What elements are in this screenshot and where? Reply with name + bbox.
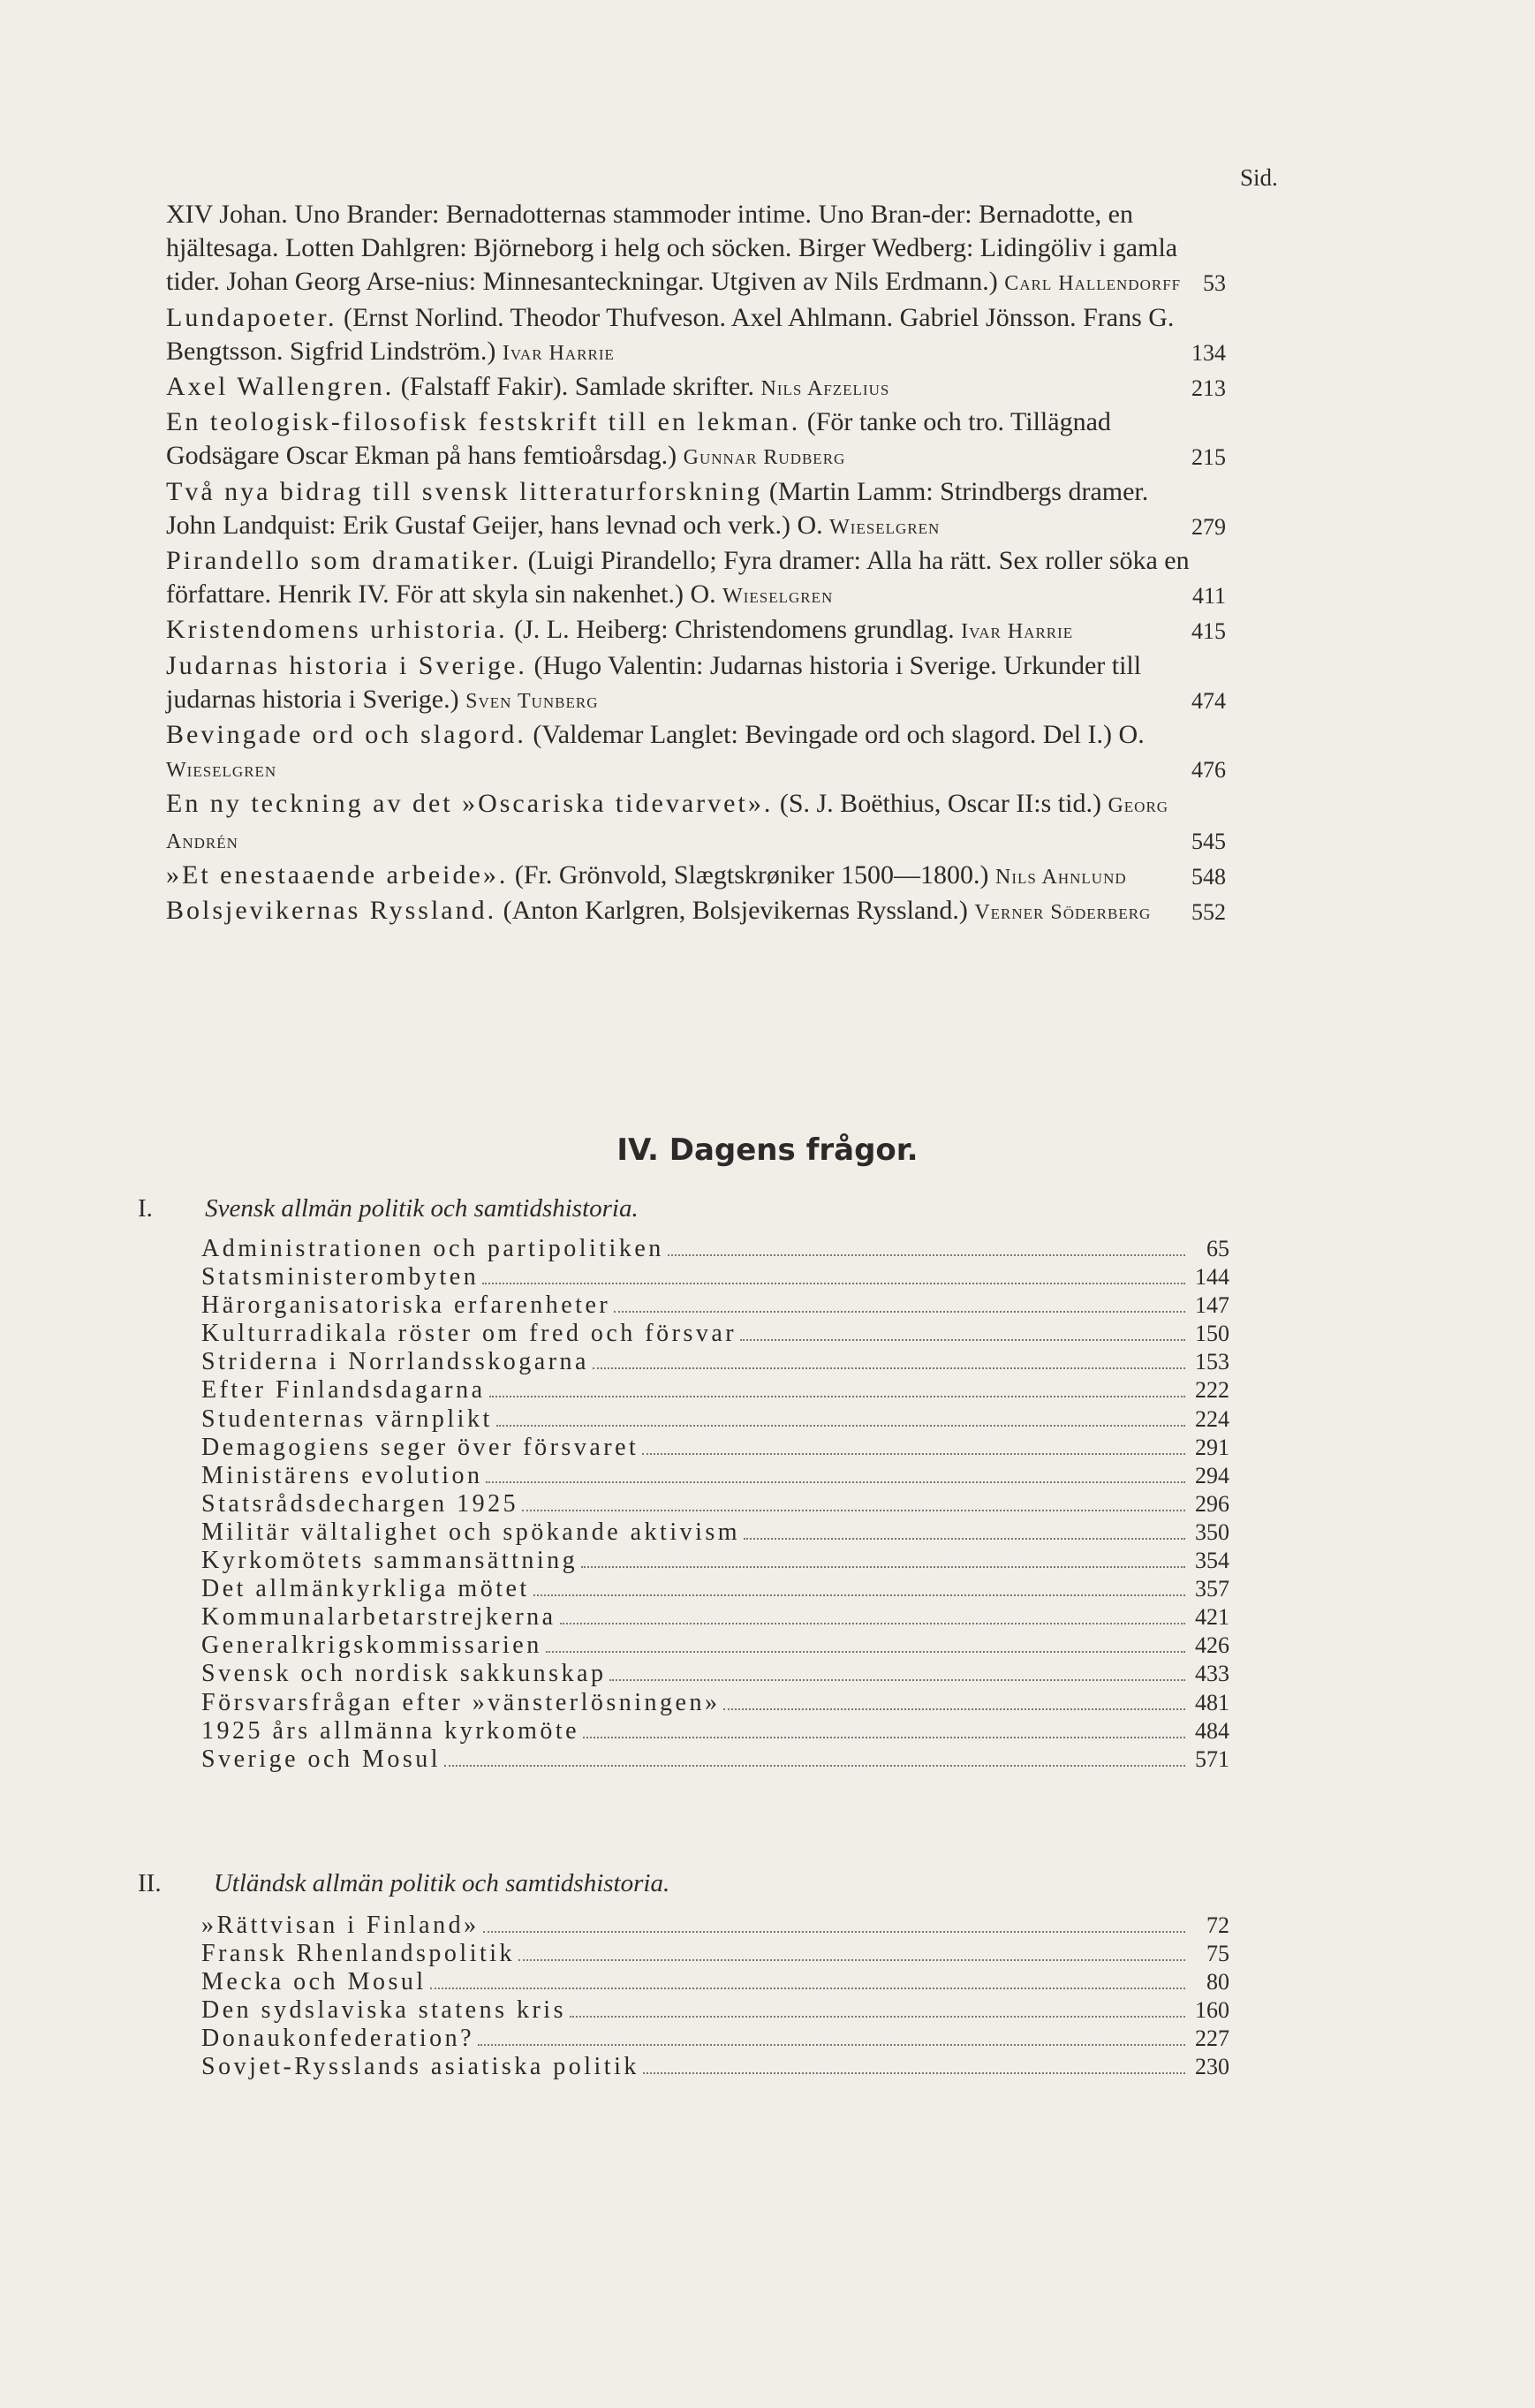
entry-author: Ivar Harrie	[502, 341, 615, 365]
item-title: Sverige och Mosul	[201, 1745, 442, 1773]
entry-title: Kristendomens urhistoria.	[166, 615, 508, 645]
item-title: Svensk och nordisk sakkunskap	[201, 1660, 607, 1688]
list-item	[201, 1235, 1229, 1263]
page-number: 80	[1206, 1969, 1229, 1995]
entry-title: Pirandello som dramatiker.	[166, 546, 522, 576]
subsection-heading	[138, 1869, 669, 1898]
list-item	[201, 1912, 1229, 1940]
entry-author: Wieselgren	[722, 585, 834, 609]
page-number: 571	[1195, 1745, 1229, 1772]
list-item	[201, 2025, 1229, 2053]
page-number: 65	[1206, 1236, 1229, 1261]
entry-author: Verner Söderberg	[974, 901, 1152, 925]
list-item: Lundapoeter. (Ernst Norlind. Theodor Thufveson. Axel Ahlmann. Gabriel Jönsson. Frans G. Bengtsson. Sigfrid Lindström.) Ivar Harrie 134	[166, 301, 1226, 370]
item-title: Militär vältalighet och spökande aktivism	[201, 1518, 741, 1546]
entry-author: Wieselgren	[166, 759, 277, 783]
item-title: Demagogiens seger över försvaret	[201, 1433, 639, 1461]
page-number: 144	[1195, 1264, 1229, 1291]
list-item	[201, 1405, 1229, 1434]
list-item: XIV Johan. Uno Brander: Bernadotternas stammoder intime. Uno Bran-der: Bernadotte, en hjältesaga. Lotten Dahlgren: Björneborg i helg och söcken. Birger Wedberg: Lidingöliv i gamla tider. Johan Georg Arse-nius: Minnesanteckningar. Utgiven av Nils Erdmann.) Carl Hallendorff 53	[166, 198, 1226, 301]
page-number: 150	[1195, 1321, 1229, 1347]
entry-title: Lundapoeter.	[166, 302, 337, 332]
list-item	[201, 1968, 1229, 1996]
page-number: 411	[1191, 583, 1226, 610]
list-item	[201, 1518, 1229, 1547]
item-title: »Rättvisan i Finland»	[201, 1912, 480, 1939]
page-number: 153	[1195, 1349, 1229, 1375]
list-item	[201, 1462, 1229, 1490]
item-title: Kulturradikala röster om fred och försvar	[201, 1320, 737, 1348]
item-title: Generalkrigskommissarien	[201, 1632, 542, 1660]
entry-author: Sven Tunberg	[465, 689, 599, 713]
entry-title: »Et enestaaende arbeide».	[166, 859, 509, 890]
page-number: 354	[1195, 1548, 1229, 1574]
page-number: 53	[1203, 270, 1226, 297]
page-number: 426	[1195, 1632, 1229, 1659]
list-item	[201, 1575, 1229, 1603]
entry-title: Bolsjevikernas Ryssland.	[166, 896, 497, 926]
entry-author: Gunnar Rudberg	[683, 446, 846, 470]
item-title: Försvarsfrågan efter »vänsterlösningen»	[201, 1688, 721, 1716]
entry-author: Nils Ahnlund	[995, 865, 1127, 889]
list-item	[201, 1348, 1229, 1376]
page-number: 421	[1195, 1604, 1229, 1631]
list-item	[201, 1717, 1229, 1745]
list-item	[201, 1660, 1229, 1688]
entry-title: Judarnas historia i Sverige.	[166, 650, 527, 680]
item-title: Kommunalarbetarstrejkerna	[201, 1603, 556, 1632]
page-number: 545	[1191, 828, 1226, 854]
page-column-label: Sid.	[1240, 164, 1278, 191]
entry-author: Georg Andrén	[166, 794, 1169, 853]
list-item	[201, 1940, 1229, 1968]
page-number: 72	[1206, 1912, 1229, 1938]
item-title: Statsministerombyten	[201, 1263, 480, 1291]
page-number: 474	[1191, 687, 1226, 714]
item-title: Kyrkomötets sammansättning	[201, 1547, 578, 1575]
page-number: 224	[1195, 1405, 1229, 1432]
item-title: Administrationen och partipolitiken	[201, 1235, 664, 1262]
page-number: 291	[1195, 1434, 1229, 1460]
page-number: 147	[1195, 1292, 1229, 1319]
list-item: Bevingade ord och slagord. (Valdemar Langlet: Bevingade ord och slagord. Del I.) O. Wieselgren 476	[166, 718, 1226, 787]
entry-title: Axel Wallengren.	[166, 372, 395, 402]
list-item: En ny teckning av det »Oscariska tidevarvet». (S. J. Boëthius, Oscar II:s tid.) Georg Andrén 545	[166, 787, 1226, 858]
list-item	[201, 1434, 1229, 1462]
item-title: Fransk Rhenlandspolitik	[201, 1940, 516, 1968]
page-number: 160	[1195, 1997, 1229, 2024]
page-number: 215	[1191, 444, 1226, 471]
item-title: Statsrådsdechargen 1925	[201, 1489, 519, 1518]
page-number: 230	[1195, 2054, 1229, 2080]
list-item	[201, 2053, 1229, 2081]
list-item	[201, 1376, 1229, 1405]
list-item: En teologisk-filosofisk festskrift till en lekman. (För tanke och tro. Tillägnad Godsägare Oscar Ekman på hans femtioårsdag.) Gunnar Rudberg 215	[166, 405, 1226, 474]
list-item	[201, 1632, 1229, 1660]
page-number: 213	[1191, 375, 1226, 402]
page-number: 134	[1191, 339, 1226, 366]
item-title: Studenternas värnplikt	[201, 1405, 493, 1433]
item-title: Mecka och Mosul	[201, 1968, 427, 1996]
list-item	[201, 1603, 1229, 1632]
list-item: Bolsjevikernas Ryssland. (Anton Karlgren, Bolsjevikernas Ryssland.) Verner Söderberg 552	[166, 894, 1226, 929]
list-item	[201, 1689, 1229, 1717]
section-heading: IV. Dagens frågor.	[616, 1132, 919, 1168]
page-number: 227	[1195, 2026, 1229, 2052]
list-item: Pirandello som dramatiker. (Luigi Pirandello; Fyra dramer: Alla ha rätt. Sex roller söka en författare. Henrik IV. För att skyla sin nakenhet.) O. Wieselgren 411	[166, 544, 1226, 613]
list-item: Judarnas historia i Sverige. (Hugo Valentin: Judarnas historia i Sverige. Urkunder till judarnas historia i Sverige.) Sven Tunberg 474	[166, 649, 1226, 718]
page-number: 222	[1195, 1377, 1229, 1404]
list-item	[201, 1745, 1229, 1774]
entry-author: Wieselgren	[829, 515, 941, 539]
list-item	[201, 1996, 1229, 2025]
list-item	[201, 1547, 1229, 1575]
review-list	[166, 198, 1226, 929]
page-number: 350	[1195, 1518, 1229, 1545]
entry-author: Nils Afzelius	[760, 377, 890, 401]
list-item: Två nya bidrag till svensk litteraturforskning (Martin Lamm: Strindbergs dramer. John Landquist: Erik Gustaf Geijer, hans levnad och verk.) O. Wieselgren 279	[166, 475, 1226, 544]
item-title: Efter Finlandsdagarna	[201, 1376, 486, 1405]
subsection-title: Svensk allmän politik och samtidshistoria.	[205, 1194, 639, 1223]
toc-list	[201, 1912, 1229, 2082]
page-number: 294	[1195, 1462, 1229, 1488]
list-item: Kristendomens urhistoria. (J. L. Heiberg: Christendomens grundlag. Ivar Harrie 415	[166, 613, 1226, 648]
item-title: Det allmänkyrkliga mötet	[201, 1575, 530, 1603]
subsection-title: Utländsk allmän politik och samtidshistoria.	[213, 1869, 670, 1897]
list-item	[201, 1490, 1229, 1518]
page-number: 481	[1195, 1689, 1229, 1715]
entry-title: En teologisk-filosofisk festskrift till en lekman.	[166, 407, 801, 437]
item-title: Striderna i Norrlandsskogarna	[201, 1348, 589, 1376]
entry-author: Ivar Harrie	[961, 620, 1074, 644]
list-item	[201, 1263, 1229, 1291]
subsection-number: I.	[138, 1194, 153, 1223]
item-title: Den sydslaviska statens kris	[201, 1996, 566, 2025]
item-title: Härorganisatoriska erfarenheter	[201, 1291, 611, 1320]
list-item	[201, 1320, 1229, 1348]
list-item	[201, 1291, 1229, 1320]
page-number: 415	[1191, 618, 1226, 645]
subsection-number: II.	[138, 1869, 162, 1897]
list-item: Axel Wallengren. (Falstaff Fakir). Samlade skrifter. Nils Afzelius 213	[166, 370, 1226, 405]
entry-title: Bevingade ord och slagord.	[166, 720, 526, 750]
entry-title: Två nya bidrag till svensk litteraturforskning	[166, 476, 763, 506]
toc-list	[201, 1235, 1229, 1774]
entry-author: Carl Hallendorff	[1004, 272, 1182, 296]
page-number: 476	[1191, 757, 1226, 784]
item-title: Donaukonfederation?	[201, 2025, 475, 2053]
item-title: 1925 års allmänna kyrkomöte	[201, 1716, 580, 1745]
page-number: 552	[1191, 899, 1226, 926]
page-number: 357	[1195, 1576, 1229, 1602]
page-number: 548	[1191, 863, 1226, 890]
subsection-heading	[138, 1194, 639, 1223]
entry-title: En ny teckning av det »Oscariska tidevarvet».	[166, 789, 774, 819]
page-number: 484	[1195, 1717, 1229, 1744]
page-number: 279	[1191, 513, 1226, 540]
list-item: »Et enestaaende arbeide». (Fr. Grönvold, Slægtskrøniker 1500—1800.) Nils Ahnlund 548	[166, 859, 1226, 894]
item-title: Sovjet-Rysslands asiatiska politik	[201, 2053, 639, 2081]
page-number: 433	[1195, 1661, 1229, 1687]
page-number: 75	[1206, 1941, 1229, 1967]
page-number: 296	[1195, 1490, 1229, 1517]
item-title: Ministärens evolution	[201, 1461, 483, 1489]
